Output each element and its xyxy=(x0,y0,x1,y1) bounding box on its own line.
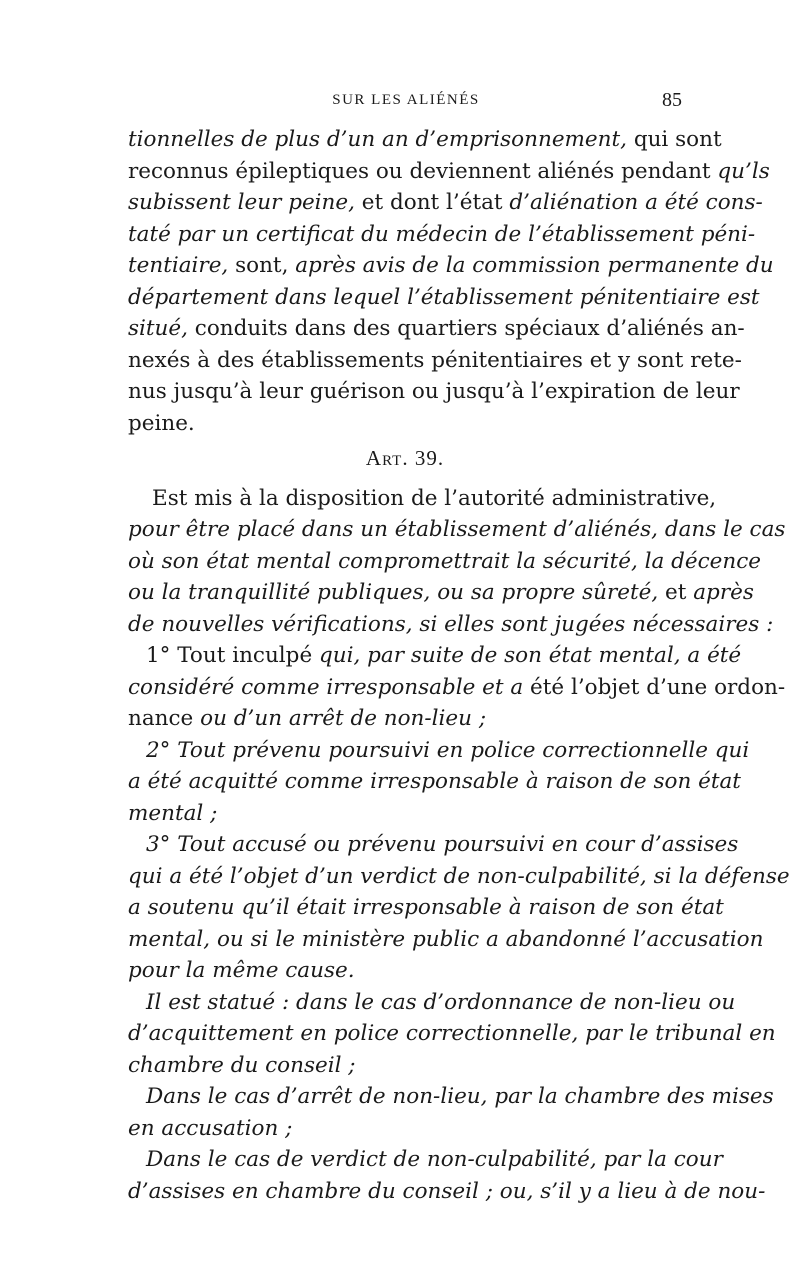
text-line: a soutenu qu’il était irresponsable à raison de son état xyxy=(128,895,724,920)
list-item-1 xyxy=(128,640,786,735)
body-text xyxy=(128,124,790,1207)
text-line: 1° Tout inculpé qui, par suite de son état mental, a été xyxy=(146,643,742,668)
text-line: 3° Tout accusé ou prévenu poursuivi en cour d’assises xyxy=(146,832,739,857)
running-title: SUR LES ALIÉNÉS xyxy=(332,92,480,108)
text-line: nance ou d’un arrêt de non-lieu ; xyxy=(128,706,487,731)
text-line: où son état mental compromettrait la sécurité, la décence xyxy=(128,548,762,574)
text-line: tionnelles de plus d’un an d’emprisonnement, qui sont xyxy=(128,127,722,152)
text-line: qui a été l’objet d’un verdict de non-culpabilité, si la défense xyxy=(128,863,790,889)
text-line: peine. xyxy=(128,410,195,436)
article-heading xyxy=(128,443,682,475)
text-line: a été acquitté comme irresponsable à raison de son état xyxy=(128,769,741,794)
text-line: ou la tranquillité publiques, ou sa propre sûreté, et après xyxy=(128,580,754,605)
paragraph-non-lieu xyxy=(128,1081,774,1144)
article-number: 39. xyxy=(414,446,445,470)
text-line: pour être placé dans un établissement d’aliénés, dans le cas xyxy=(128,517,786,542)
text-line: mental ; xyxy=(128,800,218,826)
page-header xyxy=(130,89,682,116)
paragraph-continuation xyxy=(128,124,774,439)
text-line: chambre du conseil ; xyxy=(128,1052,356,1078)
text-line: Dans le cas de verdict de non-culpabilité, par la cour xyxy=(146,1147,723,1172)
text-line: reconnus épileptiques ou deviennent aliénés pendant qu’ls xyxy=(128,158,770,184)
text-line: pour la même cause. xyxy=(128,958,355,983)
list-item-2 xyxy=(128,735,750,830)
text-line: d’acquittement en police correctionnelle, par le tribunal en xyxy=(128,1021,776,1046)
text-line: d’assises en chambre du conseil ; ou, s’il y a lieu à de nou- xyxy=(128,1178,766,1204)
text-line: en accusation ; xyxy=(128,1115,293,1141)
text-line: considéré comme irresponsable et a été l’objet d’une ordon- xyxy=(128,674,786,700)
text-line: taté par un certificat du médecin de l’établissement péni- xyxy=(128,221,756,247)
text-line: département dans lequel l’établissement pénitentiaire est xyxy=(128,284,760,310)
text-line: Est mis à la disposition de l’autorité administrative, xyxy=(152,485,717,511)
text-line: Dans le cas d’arrêt de non-lieu, par la chambre des mises xyxy=(146,1084,774,1109)
article-label: Art. xyxy=(365,446,409,470)
text-line: nexés à des établissements pénitentiaires et y sont rete- xyxy=(128,347,742,373)
text-line: mental, ou si le ministère public a abandonné l’accusation xyxy=(128,926,764,952)
text-line: 2° Tout prévenu poursuivi en police correctionnelle qui xyxy=(146,737,750,763)
text-line: Il est statué : dans le cas d’ordonnance de non-lieu ou xyxy=(146,989,736,1015)
list-item-3 xyxy=(128,829,790,987)
text-line: tentiaire, sont, après avis de la commission permanente du xyxy=(128,253,774,278)
page-number: 85 xyxy=(662,89,682,111)
paragraph-statue xyxy=(128,987,776,1082)
text-line: situé, conduits dans des quartiers spéciaux d’aliénés an- xyxy=(128,316,745,341)
paragraph-article-intro xyxy=(128,483,786,641)
text-line: subissent leur peine, et dont l’état d’aliénation a été cons- xyxy=(128,190,763,215)
paragraph-verdict xyxy=(128,1144,766,1207)
text-line: nus jusqu’à leur guérison ou jusqu’à l’expiration de leur xyxy=(128,379,740,404)
text-line: de nouvelles vérifications, si elles sont jugées nécessaires : xyxy=(128,611,774,637)
